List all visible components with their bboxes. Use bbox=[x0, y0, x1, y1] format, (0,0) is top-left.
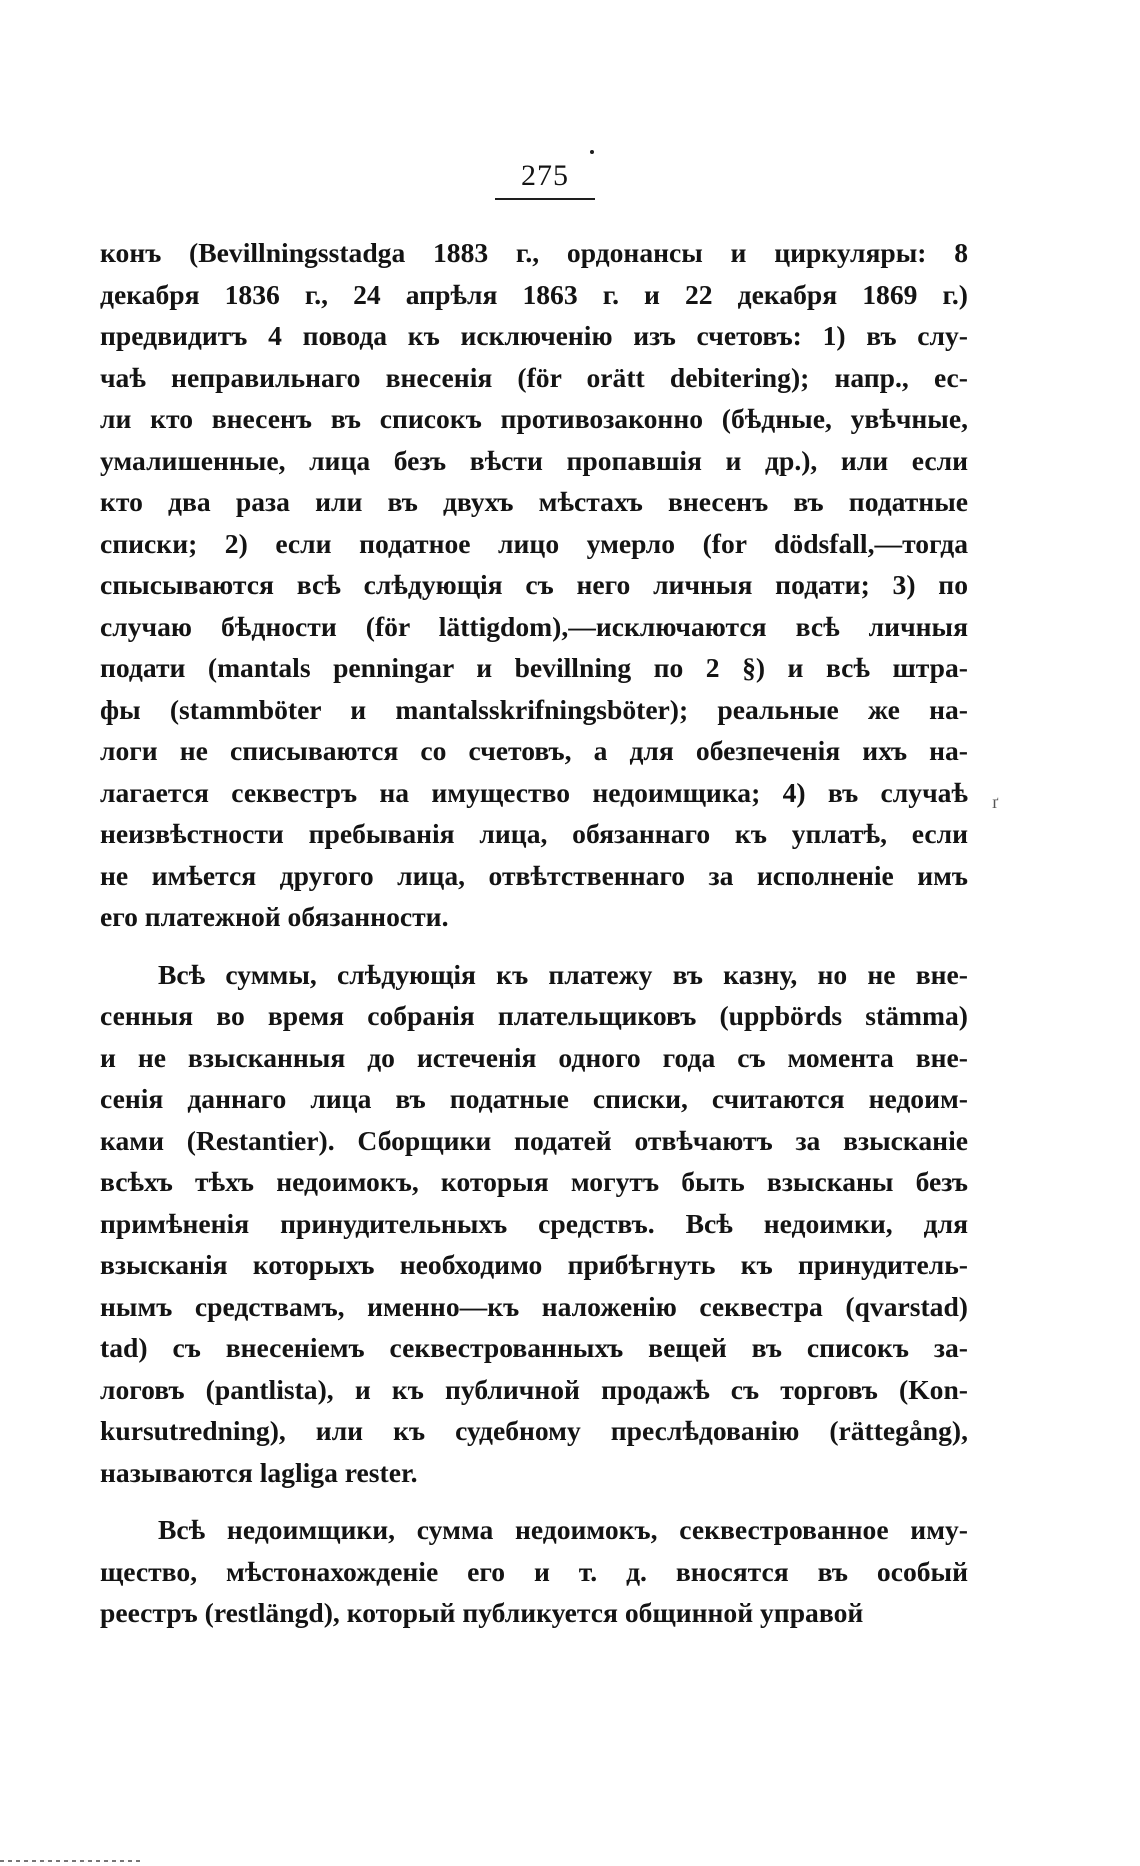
margin-mark: ґ bbox=[992, 792, 999, 812]
text-line: взысканія которыхъ необходимо прибѣгнуть къ принудитель- bbox=[100, 1249, 968, 1280]
body-text bbox=[100, 232, 968, 1634]
text-line: умалишенные, лица безъ вѣсти пропавшія и др.), или если bbox=[100, 444, 968, 476]
text-line: сенныя во время собранія плательщиковъ (uppbörds stämma) bbox=[100, 1000, 968, 1031]
text-line: сенія даннаго лица въ податные списки, считаются недоим- bbox=[100, 1083, 968, 1114]
text-line: всѣхъ тѣхъ недоимокъ, которыя могутъ быть взысканы безъ bbox=[100, 1166, 968, 1197]
text-line: логовъ (pantlista), и къ публичной продажѣ съ торговъ (Kon- bbox=[100, 1373, 968, 1405]
text-line: kursutredning), или къ судебному преслѣдованію (rättegång), bbox=[100, 1415, 968, 1446]
text-line: примѣненія принудительныхъ средствъ. Всѣ недоимки, для bbox=[100, 1207, 968, 1239]
text-line: случаю бѣдности (för lättigdom),—исключаются всѣ личныя bbox=[100, 610, 968, 642]
paragraph-1 bbox=[100, 232, 968, 938]
text-line: предвидитъ 4 повода къ исключенію изъ счетовъ: 1) въ слу- bbox=[100, 320, 968, 351]
text-line: ками (Restantier). Сборщики податей отвѣчаютъ за взысканіе bbox=[100, 1124, 968, 1156]
text-line: не имѣется другого лица, отвѣтственнаго за исполненіе имъ bbox=[100, 859, 968, 891]
text-line: кто два раза или въ двухъ мѣстахъ внесенъ въ податные bbox=[100, 486, 968, 517]
text-line: называются lagliga rester. bbox=[100, 1456, 418, 1488]
text-line: фы (stammböter и mantalsskrifningsböter); реальные же на- bbox=[100, 693, 968, 725]
text-line: неизвѣстности пребыванія лица, обязаннаго къ уплатѣ, если bbox=[100, 818, 968, 849]
text-line: конъ (Bevillningsstadga 1883 г., ордонансы и циркуляры: 8 bbox=[100, 237, 968, 268]
scan-edge-rule bbox=[0, 1860, 140, 1862]
text-line: лагается секвестръ на имущество недоимщика; 4) въ случаѣ bbox=[100, 776, 968, 808]
paragraph-gap bbox=[100, 1493, 968, 1509]
text-line: его платежной обязанности. bbox=[100, 901, 449, 932]
text-line: щество, мѣстонахожденіе его и т. д. вносятся въ особый bbox=[100, 1555, 968, 1587]
text-line: Всѣ недоимщики, сумма недоимокъ, секвестрованное иму- bbox=[158, 1514, 968, 1545]
header-rule bbox=[495, 198, 595, 200]
text-line: ли кто внесенъ въ списокъ противозаконно (бѣдные, увѣчные, bbox=[100, 403, 968, 434]
text-line: подати (mantals penningar и bevillning по 2 §) и всѣ штра- bbox=[100, 652, 968, 683]
page-number: 275 bbox=[521, 159, 569, 192]
paragraph-3 bbox=[100, 1509, 968, 1634]
text-line: списки; 2) если податное лицо умерло (for dödsfall,—тогда bbox=[100, 527, 968, 559]
text-line: спысываются всѣ слѣдующія съ него личныя подати; 3) по bbox=[100, 569, 968, 600]
text-line: и не взысканныя до истеченія одного года съ момента вне- bbox=[100, 1041, 968, 1073]
paragraph-2 bbox=[100, 954, 968, 1494]
text-line: Всѣ суммы, слѣдующія къ платежу въ казну, но не вне- bbox=[158, 958, 968, 990]
text-line: логи не списываются со счетовъ, а для обезпеченія ихъ на- bbox=[100, 735, 968, 766]
text-line: tad) съ внесеніемъ секвестрованныхъ вещей въ списокъ за- bbox=[100, 1332, 968, 1363]
paragraph-gap bbox=[100, 938, 968, 954]
text-line: декабря 1836 г., 24 апрѣля 1863 г. и 22 декабря 1869 г.) bbox=[100, 278, 968, 310]
text-line: нымъ средствамъ, именно—къ наложенію секвестра (qvarstad) bbox=[100, 1290, 968, 1322]
text-line: чаѣ неправильнаго внесенія (för orätt debitering); напр., ес- bbox=[100, 361, 968, 393]
page-header bbox=[490, 158, 600, 200]
stray-dot-mark bbox=[590, 150, 594, 154]
text-line: реестръ (restlängd), который публикуется общинной управой bbox=[100, 1597, 864, 1628]
